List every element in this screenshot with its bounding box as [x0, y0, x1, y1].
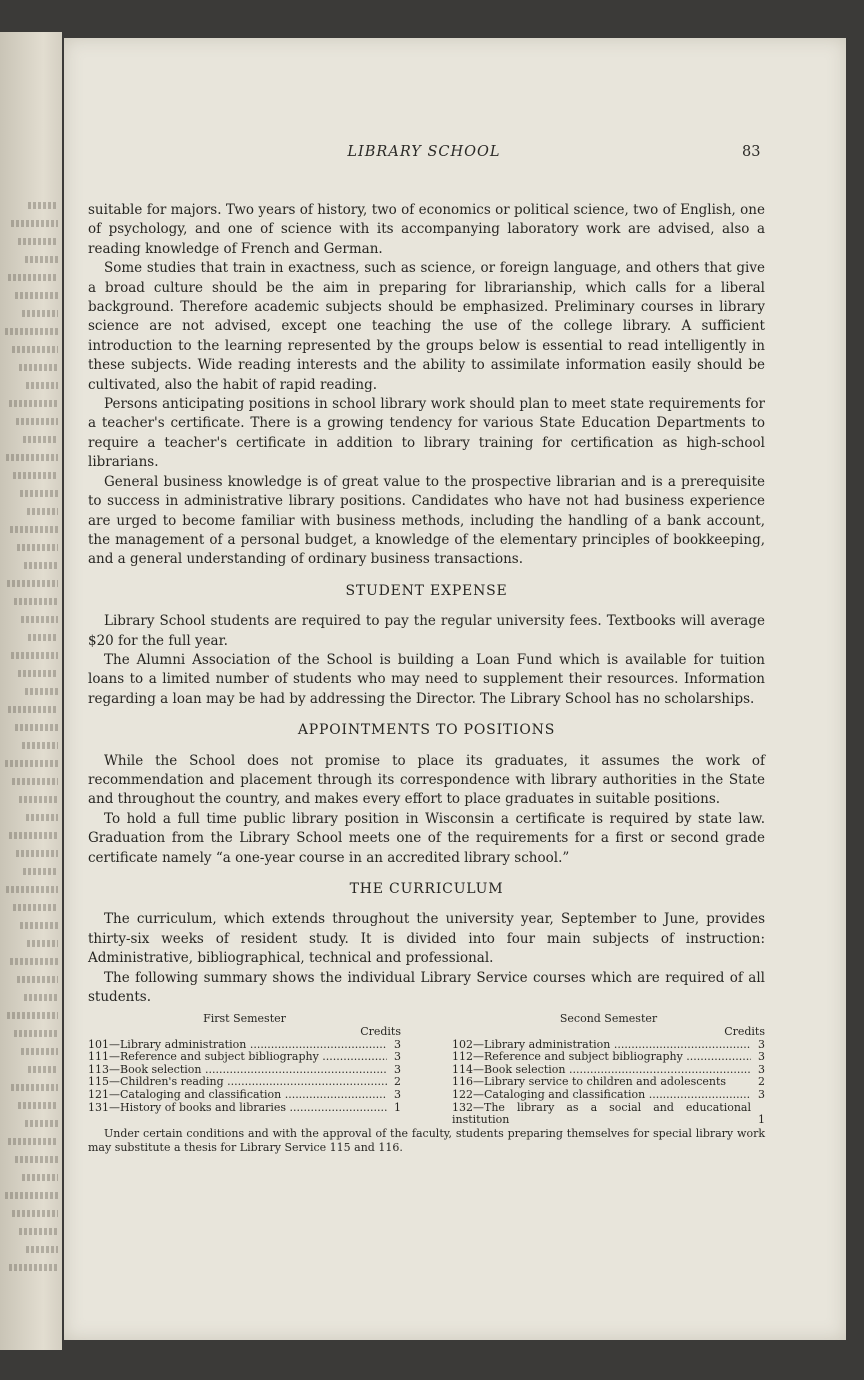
intro-paragraph: Some studies that train in exactness, such as science, or foreign language, and others that give a broad culture should be the aim in preparing for librarianship, which calls for a liberal background. Therefore academic subjects should be emphasized. Preliminary courses in library science are not advised, except one teaching the use of the college library. A sufficient introduction to the learning represented by the groups below is essential to read intelligently in these subjects. Wide reading interests and the ability to assimilate information easily should be cultivated, also the habit of rapid reading. [88, 260, 765, 393]
intro-paragraph: General business knowledge is of great value to the prospective librarian and is a prerequisite to success in administrative library positions. Candidates who have not had business experience are urged to become familiar with business methods, including the handling of a bank account, the management of a personal budget, a knowledge of the elementary principles of bookkeeping, and a general understanding of ordinary business transactions. [88, 473, 765, 568]
footnote: Under certain conditions and with the approval of the faculty, students preparing themselves for special library work may substitute a thesis for Library Service 115 and 116. [88, 1126, 765, 1154]
course-name: 111—Reference and subject bibliography ..... [88, 1051, 387, 1064]
intro-paragraph: Persons anticipating positions in school library work should plan to meet state requirements for a teacher's certificate. There is a growing tendency for various State Education Departments to require a teacher's certificate in addition to library training for certification as high-school librarians. [88, 396, 765, 471]
section-paragraph: The Alumni Association of the School is building a Loan Fund which is available for tuition loans to a limited number of students who may need to supplement their resources. Information regarding a loan may be had by addressing the Director. The Library School has no scholarships. [88, 651, 765, 707]
prev-page-text-line [7, 1012, 58, 1019]
course-credit: 3 [758, 1088, 765, 1101]
prev-page-text-line [11, 220, 58, 227]
course-row [88, 1076, 401, 1089]
prev-page-text-line [19, 796, 58, 803]
prev-page-text-line [23, 436, 58, 443]
prev-page-text-line [22, 742, 58, 749]
prev-page-text-line [28, 634, 58, 641]
prev-page-text-line [21, 1048, 58, 1055]
prev-page-text-line [19, 364, 58, 371]
course-name: 102—Library administration ..... [452, 1039, 751, 1052]
prev-page-text-line [16, 850, 58, 857]
course-row [88, 1039, 401, 1052]
course-name: 113—Book selection ..... [88, 1064, 387, 1077]
prev-page-text-line [6, 886, 58, 893]
course-row [88, 1089, 401, 1102]
course-row [88, 1102, 401, 1115]
course-row [452, 1051, 765, 1064]
prev-page-text-line [13, 472, 58, 479]
course-row [452, 1064, 765, 1077]
section-paragraph: The following summary shows the individual Library Service courses which are required of all students. [88, 969, 765, 1006]
second-semester-column [452, 1013, 765, 1126]
prev-page-text-line [18, 1102, 58, 1109]
prev-page-text-line [8, 274, 58, 281]
course-name: 122—Cataloging and classification ..... [452, 1089, 751, 1102]
prev-page-text-line [14, 1030, 58, 1037]
prev-page-text-line [15, 724, 58, 731]
section-paragraph: Library School students are required to pay the regular university fees. Textbooks will average $20 for the full year. [88, 613, 765, 649]
prev-page-text-line [26, 382, 58, 389]
prev-page-text-line [5, 1192, 58, 1199]
semester-heading: Second Semester [559, 1012, 658, 1026]
course-name: 131—History of books and libraries ..... [88, 1102, 387, 1115]
prev-page-text-line [10, 958, 58, 965]
prev-page-text-line [25, 688, 58, 695]
prev-page-text-line [27, 940, 58, 947]
section-heading-appointments: APPOINTMENTS TO POSITIONS [297, 722, 556, 739]
prev-page-text-line [24, 562, 58, 569]
prev-page-text-line [20, 922, 58, 929]
page-number: 83 [742, 144, 761, 160]
course-credit: 2 [394, 1075, 401, 1089]
prev-page-text-line [24, 994, 58, 1001]
semester-heading: First Semester [203, 1012, 286, 1026]
section-heading-student-expense: STUDENT EXPENSE [345, 582, 508, 599]
course-name: 121—Cataloging and classification ..... [88, 1089, 387, 1102]
course-credit: 3 [394, 1062, 401, 1076]
prev-page-text-line [25, 256, 58, 263]
section-paragraph: The curriculum, which extends throughout the university year, September to June, provides thirty-six weeks of resident study. It is divided into four main subjects of instruction: Administrative, bibliographical, technical and professional. [88, 911, 765, 967]
course-name: 112—Reference and subject bibliography ..... [452, 1051, 751, 1064]
first-semester-column [88, 1013, 401, 1126]
prev-page-text-line [18, 670, 58, 677]
prev-page-text-line [27, 508, 58, 515]
prev-page-text-line [12, 778, 58, 785]
course-row [452, 1039, 765, 1052]
course-table [88, 1013, 765, 1126]
course-name: 116—Library service to children and adolescents [452, 1076, 727, 1089]
course-name: 114—Book selection ..... [452, 1064, 751, 1077]
section-paragraph: While the School does not promise to place its graduates, it assumes the work of recommendation and placement through its correspondence with library authorities in the State and throughout the country, and makes every effort to place graduates in suitable positions. [88, 752, 765, 808]
credits-heading: Credits [724, 1025, 765, 1039]
prev-page-text-line [8, 1138, 58, 1145]
course-row [88, 1064, 401, 1077]
prev-page-text-line [17, 544, 58, 551]
intro-paragraph: suitable for majors. Two years of history, two of economics or political science, two of English, one of psychology, and one of science with its accompanying laboratory work are advised, also a reading knowledge of French and German. [88, 202, 765, 257]
prev-page-text-line [5, 760, 58, 767]
prev-page-text-line [23, 868, 58, 875]
prev-page-text-line [9, 1264, 58, 1271]
course-credit: 3 [394, 1050, 401, 1064]
prev-page-text-line [6, 454, 58, 461]
prev-page-text-line [9, 400, 58, 407]
prev-page-text-line [8, 706, 58, 713]
course-name: 101—Library administration ..... [88, 1039, 387, 1052]
book-page [64, 38, 846, 1340]
prev-page-text-line [19, 1228, 58, 1235]
prev-page-text-line [21, 616, 58, 623]
course-row [452, 1076, 765, 1089]
prev-page-text-line [22, 1174, 58, 1181]
course-credit: 3 [758, 1037, 765, 1051]
course-credit: 3 [758, 1062, 765, 1076]
course-row [452, 1089, 765, 1102]
prev-page-text-line [13, 904, 58, 911]
prev-page-text-line [20, 490, 58, 497]
prev-page-text-line [28, 1066, 58, 1073]
prev-page-text-line [22, 310, 58, 317]
section-paragraph: To hold a full time public library position in Wisconsin a certificate is required by state law. Graduation from the Library School meets one of the requirements for a first or second grade certificate namely “a one-year course in an accredited library school.” [88, 810, 765, 866]
course-credit: 2 [758, 1075, 765, 1089]
course-credit: 3 [758, 1050, 765, 1064]
prev-page-text-line [17, 976, 58, 983]
prev-page-text-line [26, 814, 58, 821]
prev-page-text-line [28, 202, 58, 209]
prev-page-text-line [5, 328, 58, 335]
prev-page-text-line [25, 1120, 58, 1127]
running-title: LIBRARY SCHOOL [347, 144, 501, 160]
body-text [88, 201, 765, 1155]
prev-page-text-line [18, 238, 58, 245]
course-credit: 3 [394, 1037, 401, 1051]
prev-page-text-line [10, 526, 58, 533]
prev-page-text-line [26, 1246, 58, 1253]
section-heading-curriculum: THE CURRICULUM [349, 881, 504, 897]
prev-page-text-line [11, 652, 58, 659]
prev-page-text-line [15, 1156, 58, 1163]
prev-page-text-line [11, 1084, 58, 1091]
prev-page-text-line [7, 580, 58, 587]
course-credit: 3 [394, 1088, 401, 1101]
prev-page-text-line [9, 832, 58, 839]
page-header [64, 144, 846, 168]
course-row [88, 1051, 401, 1064]
previous-page-edge [0, 32, 62, 1350]
prev-page-text-line [16, 418, 58, 425]
prev-page-text-line [15, 292, 58, 299]
credits-heading: Credits [360, 1025, 401, 1039]
prev-page-text-line [12, 346, 58, 353]
course-credit: 1 [394, 1100, 401, 1114]
prev-page-text-line [12, 1210, 58, 1217]
prev-page-text-line [14, 598, 58, 605]
course-credit: 1 [758, 1113, 765, 1127]
course-name: 115—Children's reading ..... [88, 1076, 387, 1089]
course-row [452, 1102, 765, 1127]
course-name: 132—The library as a social and educational institution [452, 1101, 751, 1127]
